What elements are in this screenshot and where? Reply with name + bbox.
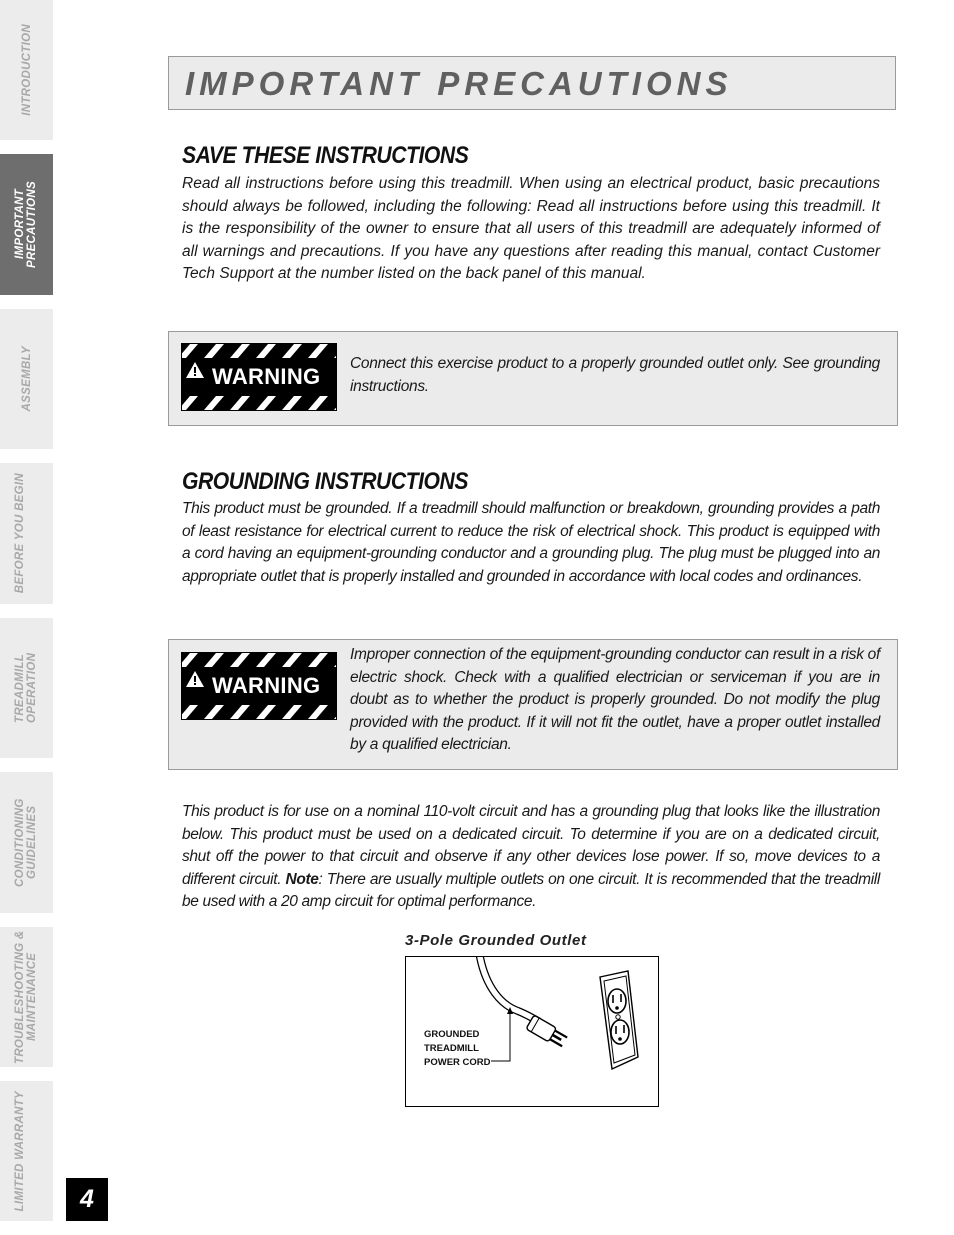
tab-label: TREADMILL OPERATION: [13, 652, 38, 724]
tab-troubleshooting-maintenance[interactable]: [0, 927, 53, 1067]
tab-label: BEFORE YOU BEGIN: [13, 473, 26, 594]
tab-label: ASSEMBLY: [20, 346, 33, 412]
grounding-instructions-body: This product must be grounded. If a treadmill should malfunction or breakdown, grounding provides a path of least resistance for electrical current to reduce the risk of electrical shock. This product is equipped with a cord having an equipment-grounding conductor and a grounding plug. The plug must be plugged into an appropriate outlet that is properly installed and grounded in accordance with local codes and ordinances.: [182, 500, 880, 585]
warning-text: Connect this exercise product to a properly grounded outlet only. See grounding instructions.: [350, 355, 880, 395]
tab-label: TROUBLESHOOTING & MAINTENANCE: [13, 930, 38, 1064]
page-number: 4: [66, 1178, 108, 1221]
tab-important-precautions[interactable]: [0, 154, 53, 295]
warning-box-grounding-conductor: [168, 639, 898, 770]
warning-box-grounded-outlet: [168, 331, 898, 426]
outlet-figure: [405, 956, 659, 1107]
tab-label: INTRODUCTION: [20, 24, 33, 116]
warning-badge: [181, 343, 337, 411]
grounding-instructions-heading: GROUNDING INSTRUCTIONS: [182, 468, 468, 495]
tab-conditioning-guidelines[interactable]: [0, 772, 53, 913]
circuit-paragraph: [182, 801, 880, 914]
figure-label-line: TREADMILL: [424, 1043, 479, 1054]
tab-treadmill-operation[interactable]: [0, 618, 53, 758]
circuit-text: This product is for use on a nominal 110-volt circuit and has a grounding plug that looks like the illustration below. This product must be used on a dedicated circuit. To determine if you are on a dedicated circuit, shut off the power to that circuit and observe if any other devices lose power. If so, move devices to a different circuit.: [182, 803, 880, 888]
section-header: [168, 56, 896, 110]
figure-label-line: POWER CORD: [424, 1057, 491, 1068]
warning-badge: [181, 652, 337, 720]
save-instructions-heading: SAVE THESE INSTRUCTIONS: [182, 142, 469, 169]
figure-label: [424, 1028, 491, 1070]
warning-text: Improper connection of the equipment-grounding conductor can result in a risk of electric shock. Check with a qualified electrician or serviceman if you are in doubt as to whether the product is properly grounded. Do not modify the plug provided with the product. If it will not fit the outlet, have a proper outlet installed by a qualified electrician.: [350, 646, 881, 753]
warning-badge-label: WARNING: [212, 364, 321, 389]
tab-assembly[interactable]: [0, 309, 53, 449]
tab-label: LIMITED WARRANTY: [13, 1090, 26, 1212]
figure-caption: 3-Pole Grounded Outlet: [405, 932, 587, 949]
save-instructions-body: Read all instructions before using this treadmill. When using an electrical product, basic precautions should always be followed, including the following: Read all instructions before using this treadmill. It is the responsibility of the owner to ensure that all users of this treadmill are adequately informed of all warnings and precautions. If you have any questions after reading this manual, contact Customer Tech Support at the number listed on the back panel of this manual.: [182, 175, 880, 282]
tab-label: CONDITIONING GUIDELINES: [13, 798, 38, 887]
tab-label: IMPORTANT PRECAUTIONS: [13, 181, 38, 269]
tab-limited-warranty[interactable]: [0, 1081, 53, 1221]
warning-badge-label: WARNING: [212, 673, 321, 698]
tab-introduction[interactable]: [0, 0, 53, 140]
note-label: Note: [285, 870, 319, 888]
page-title: IMPORTANT PRECAUTIONS: [185, 65, 733, 102]
figure-label-line: GROUNDED: [424, 1029, 480, 1040]
circuit-note-text: : There are usually multiple outlets on one circuit. It is recommended that the treadmill be used with a 20 amp circuit for optimal performance.: [182, 870, 880, 910]
tab-before-you-begin[interactable]: [0, 463, 53, 604]
